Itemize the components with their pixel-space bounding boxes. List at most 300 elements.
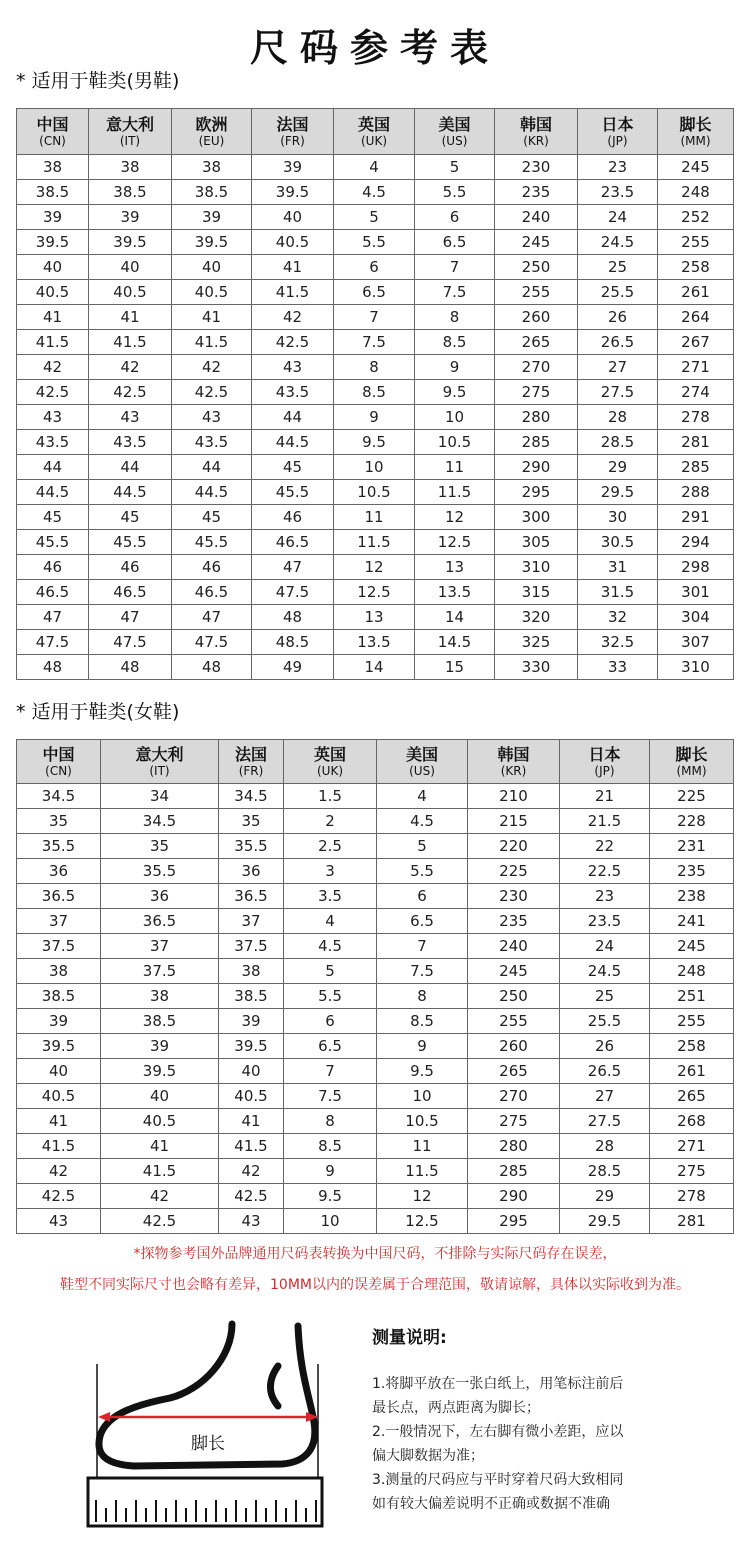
- table-cell: 35: [17, 809, 101, 834]
- table-row: [17, 630, 734, 655]
- table-cell: 1.5: [284, 784, 377, 809]
- table-row: [17, 1109, 734, 1134]
- table-cell: 235: [468, 909, 560, 934]
- table-cell: 44.5: [17, 480, 89, 505]
- table-cell: 3: [284, 859, 377, 884]
- table-row: [17, 984, 734, 1009]
- table-cell: 43: [17, 1209, 101, 1234]
- table-cell: 47.5: [172, 630, 252, 655]
- table-cell: 6: [415, 205, 495, 230]
- table-cell: 27.5: [560, 1109, 650, 1134]
- table-cell: 230: [495, 155, 578, 180]
- table-cell: 40: [252, 205, 334, 230]
- table-cell: 34.5: [17, 784, 101, 809]
- table-cell: 9: [334, 405, 415, 430]
- table-cell: 6: [284, 1009, 377, 1034]
- table-cell: 43: [17, 405, 89, 430]
- table-row: [17, 330, 734, 355]
- table-cell: 9: [415, 355, 495, 380]
- column-header-code: (UK): [316, 763, 343, 778]
- table-cell: 13: [334, 605, 415, 630]
- table-cell: 42: [219, 1159, 284, 1184]
- table-cell: 251: [650, 984, 734, 1009]
- page-title: 尺码参考表: [249, 26, 500, 70]
- table-cell: 42: [17, 1159, 101, 1184]
- table-cell: 278: [650, 1184, 734, 1209]
- notice-line-2: 鞋型不同实际尺寸也会略有差异，10MM以内的误差属于合理范围，敬请谅解，具体以实际收到为准。: [60, 1277, 690, 1293]
- table-cell: 46: [172, 555, 252, 580]
- table-cell: 264: [658, 305, 734, 330]
- table-cell: 35: [101, 834, 219, 859]
- table-cell: 37.5: [17, 934, 101, 959]
- table-cell: 43.5: [17, 430, 89, 455]
- table-row: [17, 1209, 734, 1234]
- table-cell: 42.5: [89, 380, 172, 405]
- table-cell: 37: [17, 909, 101, 934]
- table-cell: 39: [89, 205, 172, 230]
- table-cell: 32.5: [578, 630, 658, 655]
- table-cell: 260: [468, 1034, 560, 1059]
- table-row: [17, 205, 734, 230]
- table-cell: 270: [495, 355, 578, 380]
- column-header-code: (IT): [119, 133, 141, 148]
- table-cell: 39: [172, 205, 252, 230]
- table-row: [17, 605, 734, 630]
- table-cell: 48: [172, 655, 252, 680]
- table-cell: 12: [377, 1184, 468, 1209]
- column-header-name: 美国: [438, 114, 471, 134]
- table-row: [17, 230, 734, 255]
- table-cell: 248: [658, 180, 734, 205]
- column-header: [377, 740, 468, 784]
- men-section-label: * 适用于鞋类(男鞋): [16, 70, 180, 92]
- table-cell: 46.5: [252, 530, 334, 555]
- table-cell: 5: [415, 155, 495, 180]
- table-cell: 8: [334, 355, 415, 380]
- table-row: [17, 580, 734, 605]
- table-cell: 9: [377, 1034, 468, 1059]
- table-cell: 36: [17, 859, 101, 884]
- column-header-code: (FR): [280, 133, 305, 148]
- table-cell: 7: [377, 934, 468, 959]
- table-row: [17, 859, 734, 884]
- table-cell: 45.5: [172, 530, 252, 555]
- table-cell: 47.5: [89, 630, 172, 655]
- table-cell: 315: [495, 580, 578, 605]
- table-cell: 265: [468, 1059, 560, 1084]
- measure-line: 1.将脚平放在一张白纸上，用笔标注前后: [372, 1376, 624, 1392]
- table-cell: 280: [468, 1134, 560, 1159]
- table-cell: 37.5: [101, 959, 219, 984]
- table-cell: 35.5: [101, 859, 219, 884]
- table-cell: 5: [377, 834, 468, 859]
- table-cell: 41.5: [89, 330, 172, 355]
- table-cell: 40: [17, 1059, 101, 1084]
- table-cell: 48: [252, 605, 334, 630]
- table-cell: 35: [219, 809, 284, 834]
- table-cell: 42.5: [172, 380, 252, 405]
- column-header: [89, 109, 172, 155]
- table-cell: 250: [468, 984, 560, 1009]
- column-header-name: 脚长: [675, 744, 708, 764]
- table-cell: 47: [252, 555, 334, 580]
- column-header: [219, 740, 284, 784]
- table-cell: 9.5: [415, 380, 495, 405]
- column-header: [658, 109, 734, 155]
- table-cell: 225: [650, 784, 734, 809]
- table-cell: 274: [658, 380, 734, 405]
- table-cell: 12.5: [415, 530, 495, 555]
- table-cell: 40.5: [17, 1084, 101, 1109]
- measure-line: 偏大脚数据为准；: [372, 1448, 484, 1464]
- table-cell: 245: [495, 230, 578, 255]
- table-cell: 44: [17, 455, 89, 480]
- table-cell: 25: [560, 984, 650, 1009]
- table-cell: 320: [495, 605, 578, 630]
- column-header-name: 日本: [601, 114, 634, 134]
- table-row: [17, 655, 734, 680]
- table-cell: 228: [650, 809, 734, 834]
- table-cell: 4.5: [377, 809, 468, 834]
- table-cell: 22.5: [560, 859, 650, 884]
- table-cell: 268: [650, 1109, 734, 1134]
- table-cell: 24.5: [560, 959, 650, 984]
- table-cell: 4.5: [334, 180, 415, 205]
- table-cell: 5.5: [284, 984, 377, 1009]
- table-cell: 39: [101, 1034, 219, 1059]
- table-cell: 26.5: [578, 330, 658, 355]
- table-cell: 36.5: [219, 884, 284, 909]
- column-header-code: (US): [409, 763, 435, 778]
- table-cell: 38.5: [219, 984, 284, 1009]
- table-cell: 28: [578, 405, 658, 430]
- table-cell: 34.5: [101, 809, 219, 834]
- table-cell: 21.5: [560, 809, 650, 834]
- foot-length-label: 脚长: [191, 1434, 225, 1454]
- table-row: [17, 884, 734, 909]
- table-cell: 5.5: [377, 859, 468, 884]
- table-cell: 35.5: [17, 834, 101, 859]
- column-header: [284, 740, 377, 784]
- table-cell: 14: [415, 605, 495, 630]
- table-cell: 14: [334, 655, 415, 680]
- table-cell: 6.5: [334, 280, 415, 305]
- table-row: [17, 1059, 734, 1084]
- table-row: [17, 405, 734, 430]
- table-row: [17, 380, 734, 405]
- table-cell: 46.5: [17, 580, 89, 605]
- table-cell: 258: [650, 1034, 734, 1059]
- column-header-name: 英国: [313, 744, 346, 764]
- table-cell: 41: [101, 1134, 219, 1159]
- table-row: [17, 1034, 734, 1059]
- table-cell: 278: [658, 405, 734, 430]
- table-header-row: [17, 109, 734, 155]
- table-row: [17, 530, 734, 555]
- men-size-table: [16, 108, 734, 680]
- table-row: [17, 1159, 734, 1184]
- table-cell: 12: [415, 505, 495, 530]
- table-cell: 44: [172, 455, 252, 480]
- table-cell: 6.5: [415, 230, 495, 255]
- table-cell: 267: [658, 330, 734, 355]
- table-cell: 305: [495, 530, 578, 555]
- table-cell: 298: [658, 555, 734, 580]
- table-cell: 40: [101, 1084, 219, 1109]
- column-header-code: (KR): [500, 763, 527, 778]
- table-cell: 310: [495, 555, 578, 580]
- measure-line: 最长点，两点距离为脚长；: [372, 1400, 540, 1416]
- table-cell: 2.5: [284, 834, 377, 859]
- table-cell: 42.5: [101, 1209, 219, 1234]
- column-header-name: 美国: [405, 744, 438, 764]
- table-cell: 45.5: [17, 530, 89, 555]
- table-row: [17, 555, 734, 580]
- table-cell: 23.5: [578, 180, 658, 205]
- measure-title: 测量说明:: [372, 1328, 447, 1348]
- column-header-code: (JP): [607, 133, 628, 148]
- table-cell: 41: [17, 1109, 101, 1134]
- ruler-icon: [88, 1478, 322, 1526]
- table-cell: 13.5: [415, 580, 495, 605]
- table-cell: 45.5: [252, 480, 334, 505]
- table-cell: 45: [172, 505, 252, 530]
- table-cell: 46.5: [89, 580, 172, 605]
- table-cell: 41: [172, 305, 252, 330]
- table-cell: 21: [560, 784, 650, 809]
- table-cell: 270: [468, 1084, 560, 1109]
- table-row: [17, 305, 734, 330]
- column-header-name: 日本: [588, 744, 621, 764]
- table-cell: 45: [17, 505, 89, 530]
- table-cell: 44: [252, 405, 334, 430]
- table-cell: 44.5: [89, 480, 172, 505]
- column-header-name: 欧洲: [195, 114, 228, 134]
- table-row: [17, 155, 734, 180]
- table-cell: 9: [284, 1159, 377, 1184]
- table-cell: 295: [468, 1209, 560, 1234]
- column-header: [334, 109, 415, 155]
- column-header: [17, 109, 89, 155]
- table-cell: 8.5: [415, 330, 495, 355]
- column-header: [650, 740, 734, 784]
- table-cell: 8: [377, 984, 468, 1009]
- notice-line-1: *探物参考国外品牌通用尺码表转换为中国尺码，不排除与实际尺码存在误差，: [133, 1246, 617, 1262]
- column-header: [17, 740, 101, 784]
- table-cell: 41: [252, 255, 334, 280]
- table-cell: 39.5: [101, 1059, 219, 1084]
- table-cell: 235: [495, 180, 578, 205]
- table-cell: 8.5: [334, 380, 415, 405]
- table-cell: 39: [17, 1009, 101, 1034]
- column-header-name: 法国: [234, 744, 267, 764]
- column-header-name: 中国: [36, 114, 69, 134]
- table-cell: 285: [495, 430, 578, 455]
- column-header-code: (IT): [149, 763, 170, 778]
- table-cell: 27: [578, 355, 658, 380]
- table-cell: 280: [495, 405, 578, 430]
- table-cell: 39.5: [172, 230, 252, 255]
- table-cell: 4.5: [284, 934, 377, 959]
- table-cell: 26: [560, 1034, 650, 1059]
- table-cell: 29.5: [578, 480, 658, 505]
- table-row: [17, 355, 734, 380]
- table-cell: 25.5: [578, 280, 658, 305]
- table-cell: 32: [578, 605, 658, 630]
- column-header-name: 意大利: [105, 114, 154, 134]
- table-cell: 35.5: [219, 834, 284, 859]
- table-cell: 43.5: [89, 430, 172, 455]
- table-cell: 37: [101, 934, 219, 959]
- table-cell: 44.5: [252, 430, 334, 455]
- table-cell: 11: [377, 1134, 468, 1159]
- column-header-name: 英国: [357, 114, 390, 134]
- women-size-table: [16, 739, 734, 1234]
- table-cell: 281: [650, 1209, 734, 1234]
- table-cell: 245: [650, 934, 734, 959]
- table-cell: 28.5: [578, 430, 658, 455]
- table-cell: 39.5: [89, 230, 172, 255]
- table-cell: 13: [415, 555, 495, 580]
- table-cell: 41: [89, 305, 172, 330]
- table-cell: 38.5: [172, 180, 252, 205]
- table-cell: 4: [284, 909, 377, 934]
- table-cell: 33: [578, 655, 658, 680]
- table-cell: 40: [219, 1059, 284, 1084]
- table-cell: 43.5: [252, 380, 334, 405]
- measure-line: 如有较大偏差说明不正确或数据不准确: [372, 1496, 610, 1512]
- table-cell: 7.5: [284, 1084, 377, 1109]
- table-cell: 39.5: [17, 1034, 101, 1059]
- table-cell: 10: [334, 455, 415, 480]
- table-cell: 40: [172, 255, 252, 280]
- table-cell: 260: [495, 305, 578, 330]
- table-cell: 8: [415, 305, 495, 330]
- table-cell: 29: [578, 455, 658, 480]
- table-cell: 23.5: [560, 909, 650, 934]
- table-cell: 47.5: [252, 580, 334, 605]
- table-cell: 40.5: [172, 280, 252, 305]
- table-cell: 43: [219, 1209, 284, 1234]
- table-cell: 24: [560, 934, 650, 959]
- table-cell: 261: [658, 280, 734, 305]
- foot-measure-diagram: [82, 1318, 328, 1530]
- table-cell: 255: [650, 1009, 734, 1034]
- table-cell: 3.5: [284, 884, 377, 909]
- column-header: [415, 109, 495, 155]
- table-cell: 27.5: [578, 380, 658, 405]
- table-cell: 230: [468, 884, 560, 909]
- table-cell: 37: [219, 909, 284, 934]
- table-cell: 275: [468, 1109, 560, 1134]
- table-row: [17, 455, 734, 480]
- table-cell: 40: [17, 255, 89, 280]
- table-cell: 44: [89, 455, 172, 480]
- table-row: [17, 255, 734, 280]
- table-cell: 5.5: [334, 230, 415, 255]
- table-cell: 12: [334, 555, 415, 580]
- table-cell: 9.5: [284, 1184, 377, 1209]
- table-cell: 252: [658, 205, 734, 230]
- table-cell: 8: [284, 1109, 377, 1134]
- table-cell: 42: [101, 1184, 219, 1209]
- table-cell: 255: [495, 280, 578, 305]
- table-cell: 42: [252, 305, 334, 330]
- table-cell: 38: [101, 984, 219, 1009]
- table-cell: 45.5: [89, 530, 172, 555]
- table-cell: 38: [17, 155, 89, 180]
- table-cell: 36.5: [17, 884, 101, 909]
- table-cell: 42.5: [17, 1184, 101, 1209]
- table-cell: 49: [252, 655, 334, 680]
- table-cell: 4: [334, 155, 415, 180]
- column-header: [578, 109, 658, 155]
- table-cell: 215: [468, 809, 560, 834]
- table-cell: 10.5: [415, 430, 495, 455]
- table-cell: 15: [415, 655, 495, 680]
- table-cell: 285: [658, 455, 734, 480]
- table-row: [17, 1009, 734, 1034]
- table-row: [17, 809, 734, 834]
- table-cell: 265: [495, 330, 578, 355]
- column-header-code: (MM): [680, 133, 711, 148]
- table-cell: 9.5: [377, 1059, 468, 1084]
- table-cell: 40: [89, 255, 172, 280]
- column-header-code: (US): [441, 133, 468, 148]
- table-cell: 294: [658, 530, 734, 555]
- table-cell: 41.5: [101, 1159, 219, 1184]
- table-cell: 4: [377, 784, 468, 809]
- column-header: [560, 740, 650, 784]
- table-row: [17, 505, 734, 530]
- table-cell: 38.5: [89, 180, 172, 205]
- table-cell: 36: [101, 884, 219, 909]
- table-row: [17, 180, 734, 205]
- table-cell: 10: [377, 1084, 468, 1109]
- table-cell: 10.5: [334, 480, 415, 505]
- table-cell: 5: [284, 959, 377, 984]
- table-cell: 240: [495, 205, 578, 230]
- table-cell: 26.5: [560, 1059, 650, 1084]
- table-cell: 325: [495, 630, 578, 655]
- table-cell: 245: [658, 155, 734, 180]
- table-cell: 271: [650, 1134, 734, 1159]
- table-cell: 46.5: [172, 580, 252, 605]
- table-cell: 255: [658, 230, 734, 255]
- table-cell: 307: [658, 630, 734, 655]
- table-row: [17, 430, 734, 455]
- column-header-code: (UK): [360, 133, 387, 148]
- table-cell: 43: [89, 405, 172, 430]
- table-cell: 14.5: [415, 630, 495, 655]
- table-cell: 290: [495, 455, 578, 480]
- table-cell: 291: [658, 505, 734, 530]
- table-cell: 41.5: [172, 330, 252, 355]
- column-header-name: 韩国: [519, 114, 552, 134]
- column-header-code: (JP): [594, 763, 615, 778]
- table-cell: 13.5: [334, 630, 415, 655]
- table-cell: 275: [650, 1159, 734, 1184]
- table-cell: 45: [89, 505, 172, 530]
- table-cell: 240: [468, 934, 560, 959]
- table-cell: 28.5: [560, 1159, 650, 1184]
- table-cell: 28: [560, 1134, 650, 1159]
- table-cell: 12.5: [377, 1209, 468, 1234]
- table-cell: 304: [658, 605, 734, 630]
- table-cell: 41: [17, 305, 89, 330]
- table-cell: 11: [334, 505, 415, 530]
- column-header: [101, 740, 219, 784]
